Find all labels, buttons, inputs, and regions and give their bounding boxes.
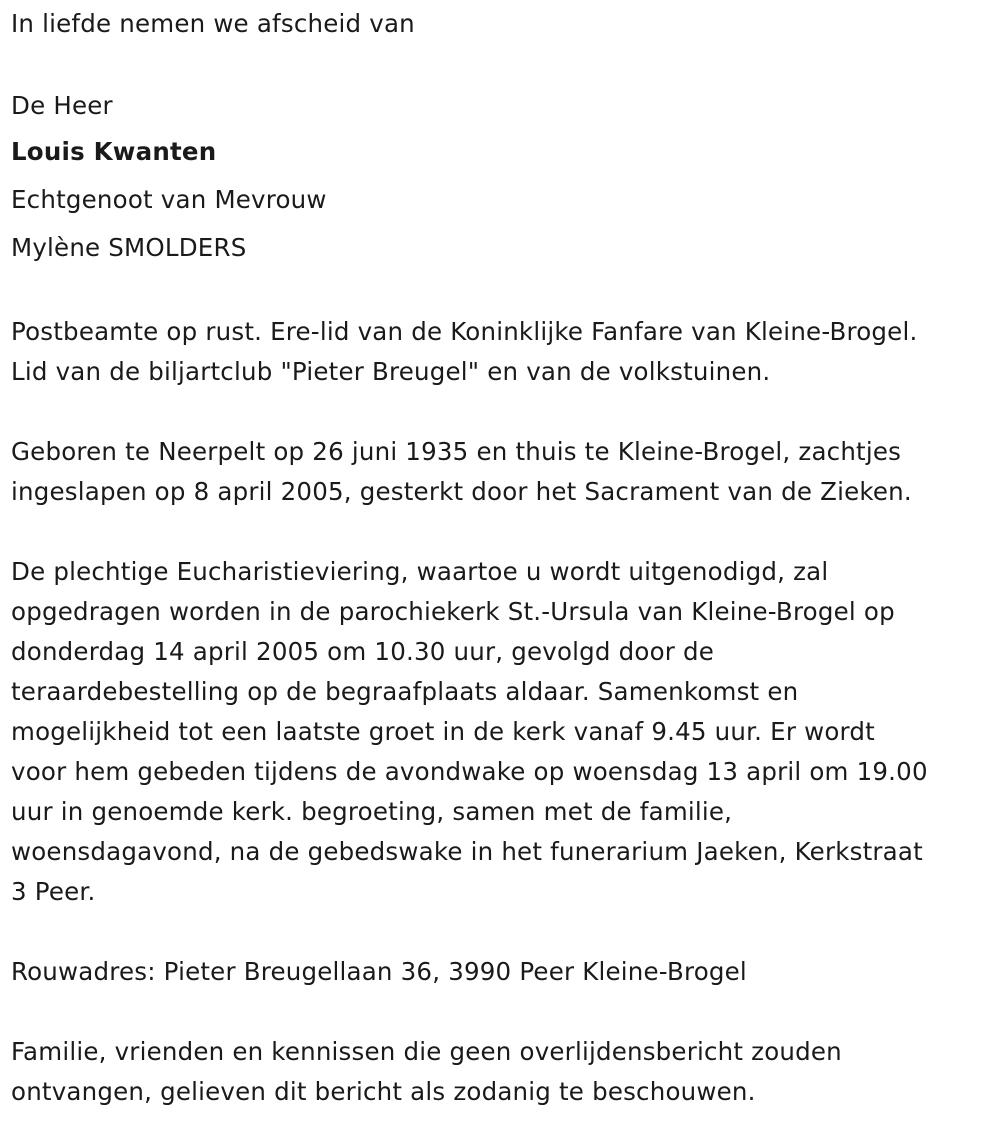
mourning-address: Rouwadres: Pieter Breugellaan 36, 3990 Peer Kleine-Brogel	[11, 957, 747, 986]
spouse-name: Mylène SMOLDERS	[11, 233, 247, 262]
ceremony-line: voor hem gebeden tijdens de avondwake op woensdag 13 april om 19.00	[11, 757, 928, 786]
closing-line: Familie, vrienden en kennissen die geen overlijdensbericht zouden	[11, 1037, 842, 1066]
birth-death-line: ingeslapen op 8 april 2005, gesterkt door het Sacrament van de Zieken.	[11, 477, 912, 506]
ceremony-line: opgedragen worden in de parochiekerk St.-Ursula van Kleine-Brogel op	[11, 597, 895, 626]
spacer	[11, 992, 991, 1032]
honorific: De Heer	[11, 91, 113, 120]
bio-line: Postbeamte op rust. Ere-lid van de Koninklijke Fanfare van Kleine-Brogel.	[11, 317, 918, 346]
ceremony-line: De plechtige Eucharistieviering, waartoe u wordt uitgenodigd, zal	[11, 557, 829, 586]
deceased-name: Louis Kwanten	[11, 137, 217, 166]
spouse-label: Echtgenoot van Mevrouw	[11, 185, 327, 214]
birth-death-line: Geboren te Neerpelt op 26 juni 1935 en thuis te Kleine-Brogel, zachtjes	[11, 437, 902, 466]
ceremony-line: teraardebestelling op de begraafplaats aldaar. Samenkomst en	[11, 677, 799, 706]
ceremony-line: uur in genoemde kerk. begroeting, samen met de familie,	[11, 797, 733, 826]
bio-paragraph	[11, 312, 991, 392]
spacer	[11, 272, 991, 312]
ceremony-line: mogelijkheid tot een laatste groet in de kerk vanaf 9.45 uur. Er wordt	[11, 717, 875, 746]
ceremony-line: woensdagavond, na de gebedswake in het funerarium Jaeken, Kerkstraat	[11, 837, 923, 866]
spacer	[11, 912, 991, 952]
ceremony-paragraph	[11, 552, 991, 912]
spacer	[11, 392, 991, 432]
birth-death-paragraph	[11, 432, 991, 512]
spacer	[11, 44, 991, 84]
intro-text: In liefde nemen we afscheid van	[11, 9, 415, 38]
bio-line: Lid van de biljartclub "Pieter Breugel" en van de volkstuinen.	[11, 357, 771, 386]
ceremony-line: 3 Peer.	[11, 877, 96, 906]
death-notice	[11, 4, 991, 1112]
closing-line: ontvangen, gelieven dit bericht als zodanig te beschouwen.	[11, 1077, 756, 1106]
ceremony-line: donderdag 14 april 2005 om 10.30 uur, gevolgd door de	[11, 637, 715, 666]
spacer	[11, 512, 991, 552]
closing-paragraph	[11, 1032, 991, 1112]
